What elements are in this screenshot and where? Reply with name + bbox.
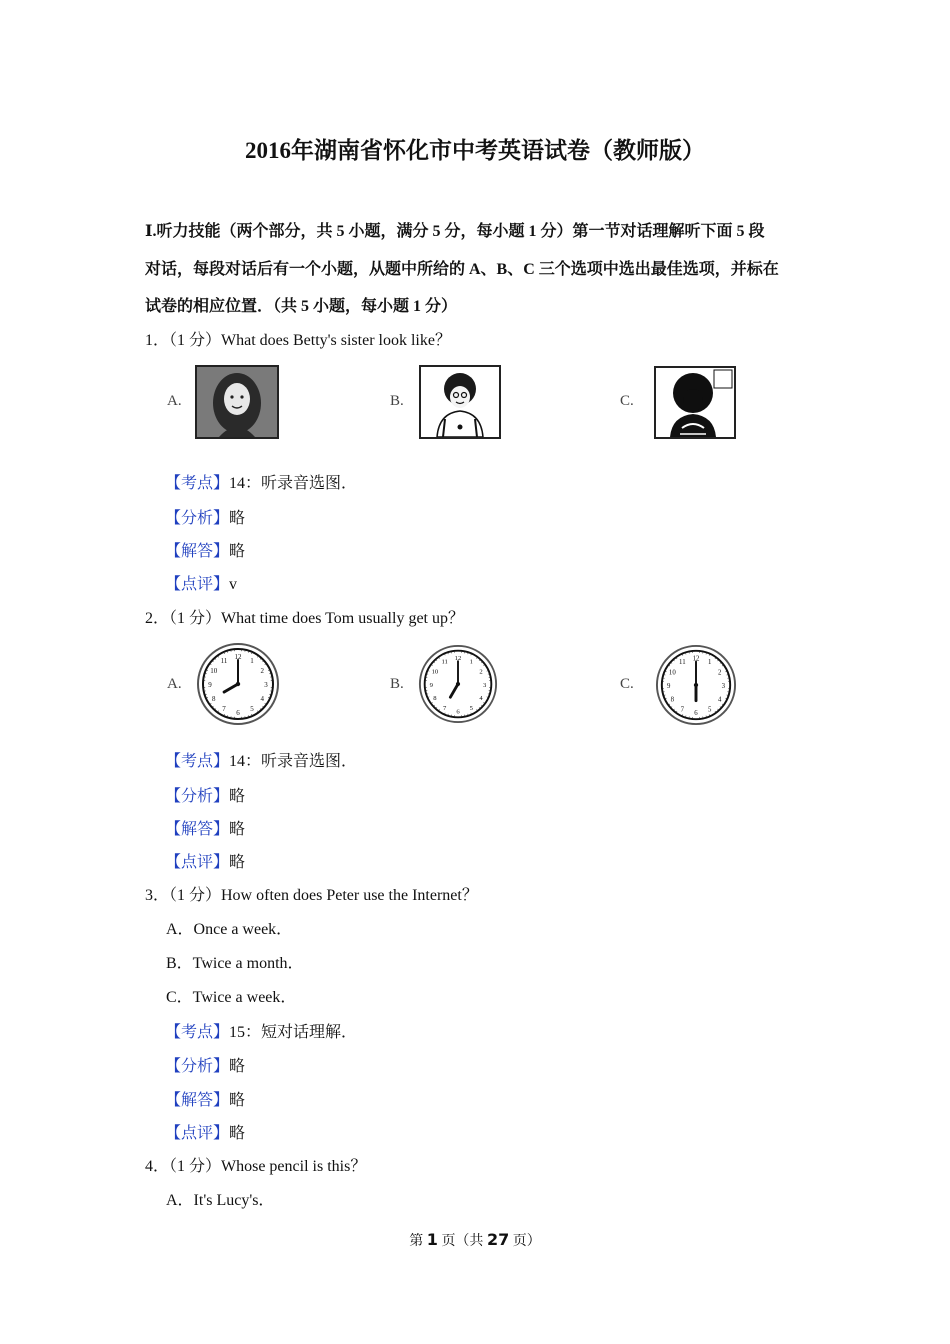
q3-dianping xyxy=(165,1124,245,1144)
kaodian-tag: 【考点】 xyxy=(165,753,230,770)
q2-option-b-clock-icon xyxy=(418,644,498,724)
dianping-tag: 【点评】 xyxy=(165,576,230,593)
q1-option-b-label: B. xyxy=(390,393,404,409)
q2-option-a-label: A. xyxy=(167,676,182,692)
q3-jieda-text: 略 xyxy=(229,1092,246,1109)
fenxi-tag: 【分析】 xyxy=(165,788,230,805)
clock-numeral: 5 xyxy=(707,706,712,714)
girl-drawing-icon xyxy=(656,368,734,437)
question-1-stem: 1．（1 分）What does Betty's sister look like？ xyxy=(145,332,451,349)
question-3-stem: 3．（1 分）How often does Peter use the Internet？ xyxy=(145,887,478,904)
q1-option-b-picture xyxy=(419,365,501,439)
clock-numeral: 11 xyxy=(679,659,686,667)
clock-numeral: 12 xyxy=(454,655,462,663)
q1-dianping xyxy=(165,575,237,595)
clock-numeral: 2 xyxy=(717,669,722,677)
clock-numeral: 8 xyxy=(433,695,437,703)
clock-numeral: 6 xyxy=(456,708,460,716)
q2-fenxi xyxy=(165,787,245,807)
q2-kaodian-text: 14：听录音选图． xyxy=(229,753,358,770)
page-title: 2016年湖南省怀化市中考英语试卷（教师版） xyxy=(245,138,705,163)
jieda-tag: 【解答】 xyxy=(165,543,230,560)
clock-numeral: 1 xyxy=(250,656,254,665)
q4-option-a: A．It's Lucy's． xyxy=(166,1192,275,1209)
clock-numeral: 4 xyxy=(260,695,264,703)
q1-jieda xyxy=(165,542,245,562)
clock-numeral: 10 xyxy=(668,669,676,677)
clock-numeral: 8 xyxy=(212,695,216,703)
clock-numeral: 3 xyxy=(264,681,268,689)
clock-center xyxy=(694,683,698,687)
clock-numeral: 7 xyxy=(680,706,685,714)
clock-numeral: 2 xyxy=(260,667,264,675)
q2-option-b-label: B. xyxy=(390,676,404,692)
footer-pre: 第 xyxy=(409,1234,424,1249)
q3-dianping-text: 略 xyxy=(229,1125,246,1142)
q3-option-b: B．Twice a month． xyxy=(166,955,304,972)
clock-numeral: 8 xyxy=(670,696,675,704)
q2-option-a-clock-icon xyxy=(196,642,280,726)
jieda-tag: 【解答】 xyxy=(165,821,230,838)
q2-dianping xyxy=(165,853,245,873)
q1-kaodian xyxy=(165,474,357,494)
q2-kaodian xyxy=(165,752,357,772)
clock-numeral: 10 xyxy=(210,667,218,675)
q1-fenxi xyxy=(165,509,245,529)
q1-kaodian-text: 14：听录音选图． xyxy=(229,475,358,492)
fenxi-tag: 【分析】 xyxy=(165,510,230,527)
section-heading-line-3: 试卷的相应位置．（共 5 小题，每小题 1 分） xyxy=(145,298,458,315)
clock-numeral: 3 xyxy=(721,682,726,690)
clock-center xyxy=(456,682,460,686)
clock-numeral: 7 xyxy=(443,704,447,712)
q3-option-a: A．Once a week． xyxy=(166,921,293,938)
q3-jieda xyxy=(165,1091,245,1111)
footer-total-pages: 27 xyxy=(486,1230,510,1249)
q2-option-c-label: C. xyxy=(620,676,634,692)
clock-numeral: 1 xyxy=(469,658,473,666)
clock-numeral: 6 xyxy=(236,709,240,717)
q3-option-c: C．Twice a week． xyxy=(166,989,297,1006)
clock-numeral: 5 xyxy=(469,704,473,712)
q3-fenxi-text: 略 xyxy=(229,1058,246,1075)
q1-jieda-text: 略 xyxy=(229,543,246,560)
section-heading-line-1: Ⅰ.听力技能（两个部分，共 5 小题，满分 5 分，每小题 1 分）第一节对话理解听下面 5 段 xyxy=(145,223,765,240)
q1-option-a-picture xyxy=(195,365,279,439)
section-heading-line-2: 对话，每段对话后有一个小题，从题中所给的 A、B、C 三个选项中选出最佳选项，并标在 xyxy=(145,261,779,278)
boy-drawing-icon xyxy=(421,367,499,437)
clock-numeral: 9 xyxy=(666,682,671,690)
clock-numeral: 9 xyxy=(208,681,212,689)
kaodian-tag: 【考点】 xyxy=(165,1024,230,1041)
clock-numeral: 12 xyxy=(234,653,242,661)
clock-numeral: 10 xyxy=(431,668,439,676)
q3-kaodian xyxy=(165,1023,357,1043)
clock-numeral: 1 xyxy=(707,659,712,667)
question-4-stem: 4．（1 分）Whose pencil is this？ xyxy=(145,1158,367,1175)
kaodian-tag: 【考点】 xyxy=(165,475,230,492)
clock-numeral: 4 xyxy=(717,696,722,704)
footer-post: 页） xyxy=(512,1234,541,1249)
q2-option-c-clock-icon xyxy=(655,644,737,726)
question-2-stem: 2．（1 分）What time does Tom usually get up？ xyxy=(145,610,464,627)
q1-dianping-text: v xyxy=(229,576,238,593)
clock-numeral: 9 xyxy=(429,681,433,689)
clock-numeral: 11 xyxy=(441,658,448,666)
clock-numeral: 2 xyxy=(479,668,483,676)
q3-fenxi xyxy=(165,1057,245,1077)
clock-numeral: 6 xyxy=(694,710,698,718)
clock-numeral: 3 xyxy=(483,681,487,689)
q1-fenxi-text: 略 xyxy=(229,510,246,527)
clock-center xyxy=(236,682,240,686)
q2-jieda xyxy=(165,820,245,840)
footer-page-number: 1 xyxy=(426,1230,438,1249)
clock-numeral: 7 xyxy=(222,705,226,714)
dianping-tag: 【点评】 xyxy=(165,1125,230,1142)
clock-numeral: 4 xyxy=(479,695,483,703)
jieda-tag: 【解答】 xyxy=(165,1092,230,1109)
clock-numeral: 11 xyxy=(220,656,228,665)
q1-option-a-label: A. xyxy=(167,393,182,409)
clock-numeral: 12 xyxy=(692,655,700,663)
girl-photo-icon xyxy=(197,367,277,437)
q2-fenxi-text: 略 xyxy=(229,788,246,805)
q3-kaodian-text: 15：短对话理解． xyxy=(229,1024,358,1041)
q2-dianping-text: 略 xyxy=(229,854,246,871)
q2-jieda-text: 略 xyxy=(229,821,246,838)
q1-option-c-picture xyxy=(654,366,736,439)
footer-mid: 页（共 xyxy=(441,1234,484,1249)
fenxi-tag: 【分析】 xyxy=(165,1058,230,1075)
page-footer xyxy=(0,1230,950,1250)
q1-option-c-label: C. xyxy=(620,393,634,409)
clock-numeral: 5 xyxy=(250,705,254,714)
dianping-tag: 【点评】 xyxy=(165,854,230,871)
